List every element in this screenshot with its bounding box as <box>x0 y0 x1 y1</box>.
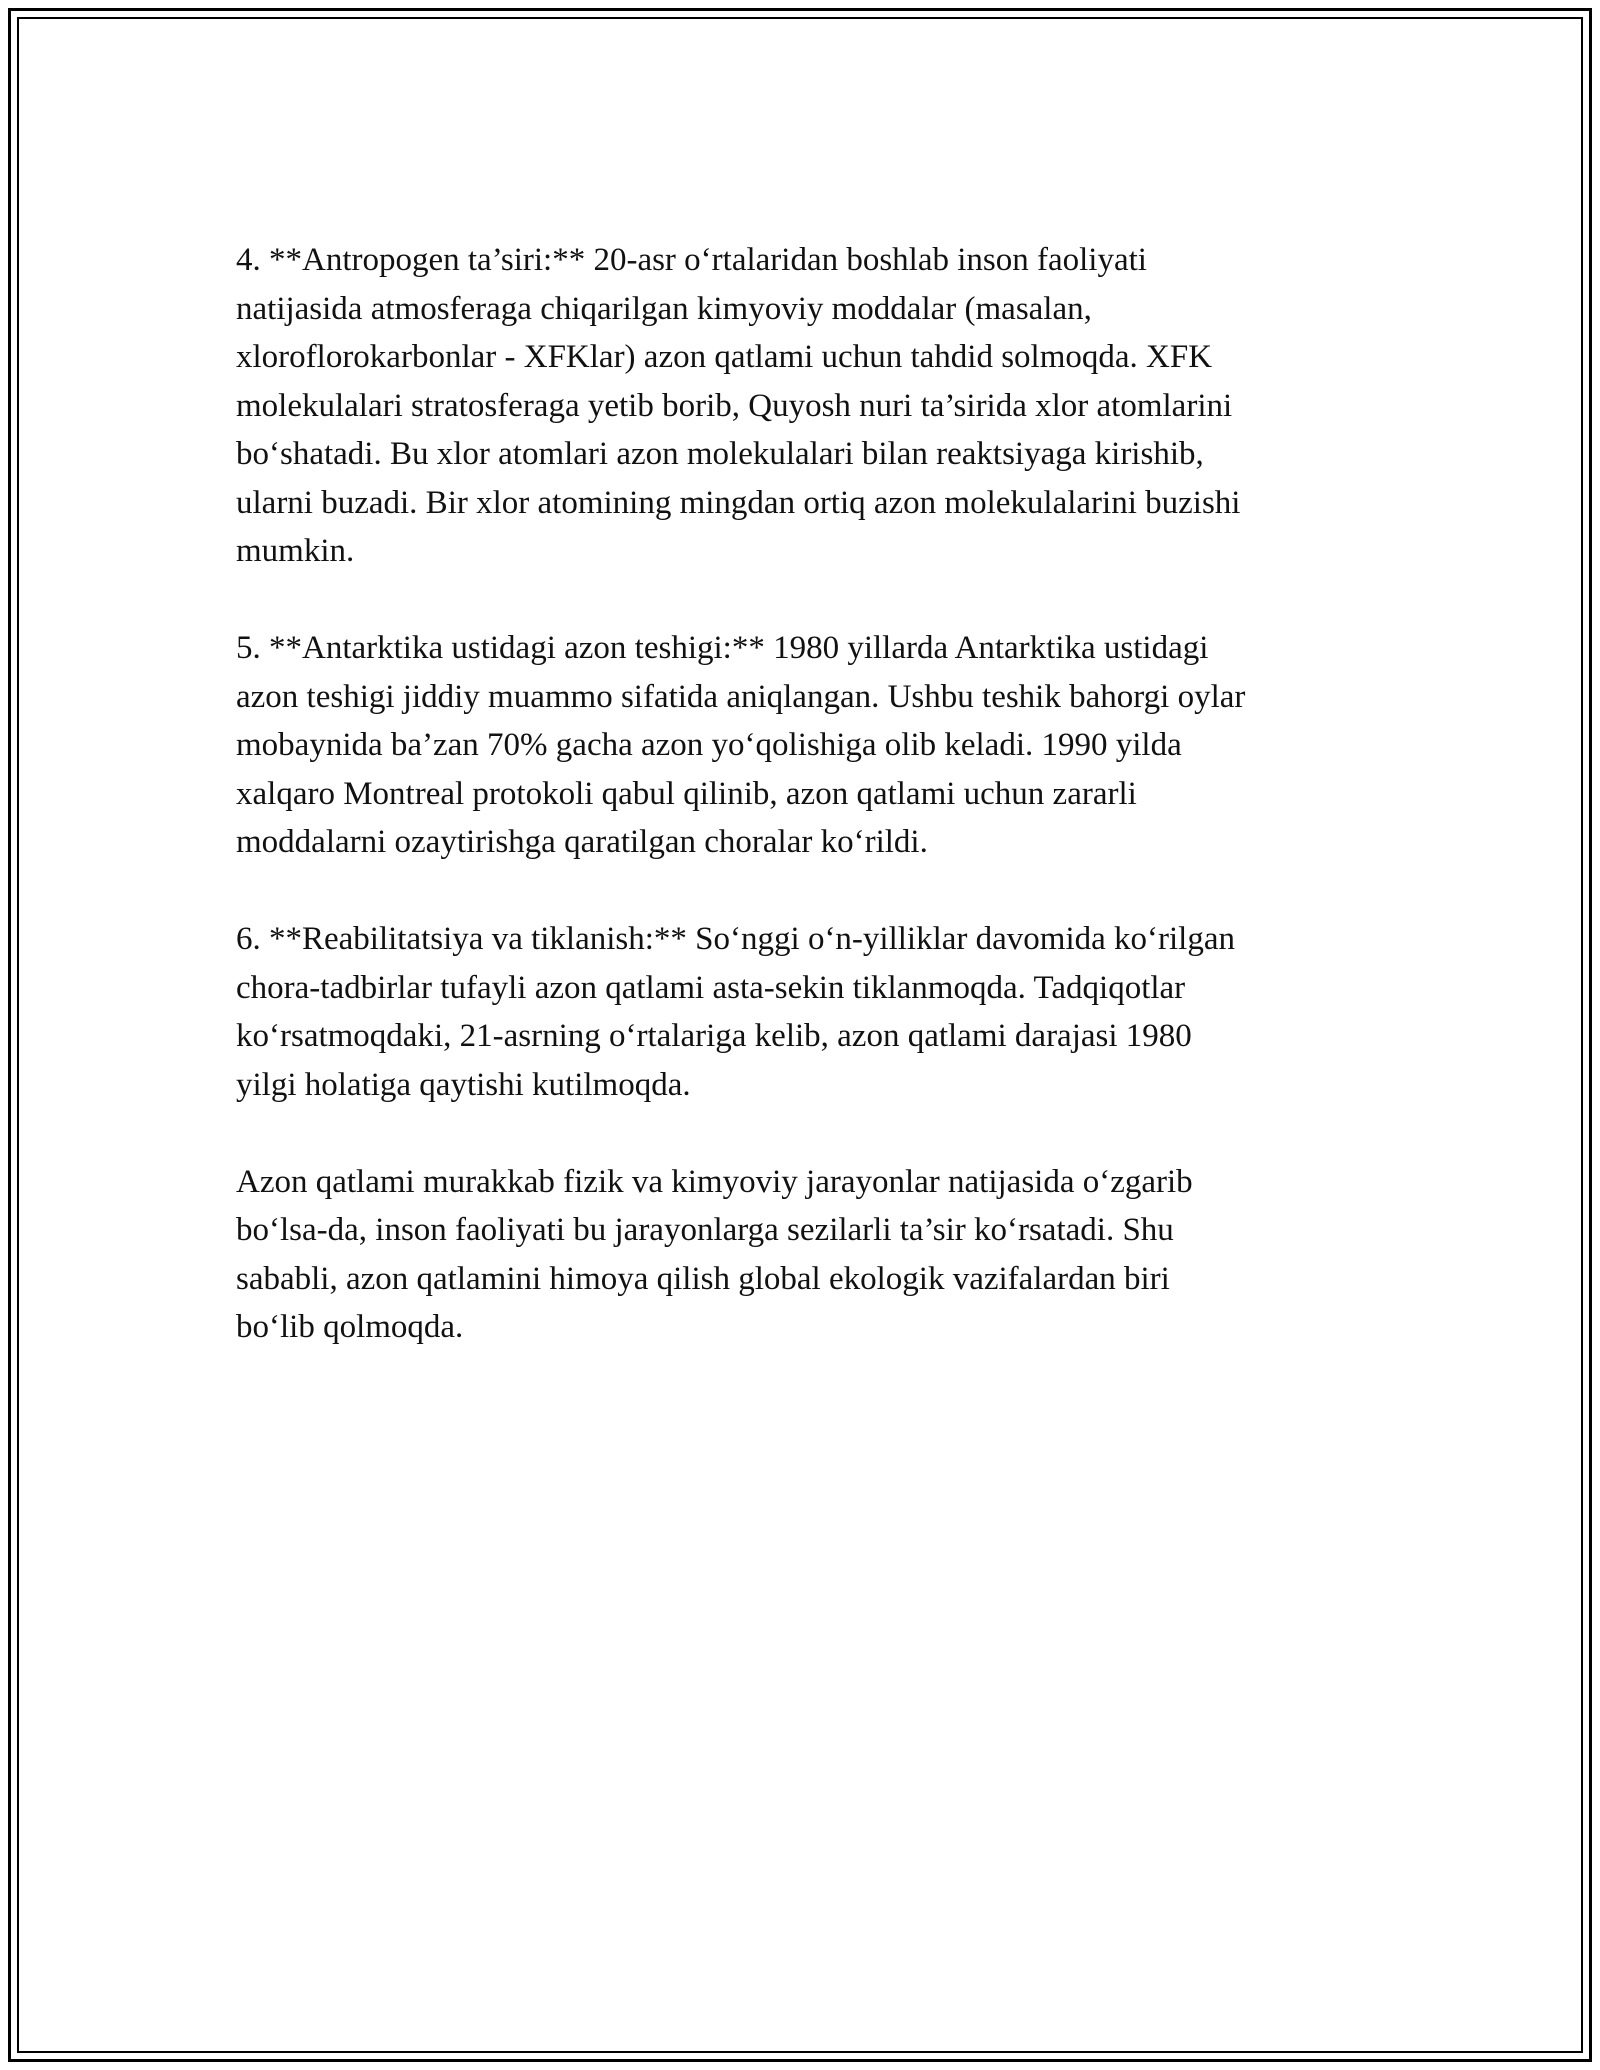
text-line: 4. **Antropogen ta’siri:** 20-asr o‘rtalaridan boshlab inson faoliyati <box>236 242 1147 278</box>
text-line: molekulalari stratosferaga yetib borib, Quyosh nuri ta’sirida xlor atomlarini <box>236 387 1233 424</box>
text-line: 5. **Antarktika ustidagi azon teshigi:** 1980 yillarda Antarktika ustidagi <box>236 630 1209 666</box>
text-line: bo‘lib qolmoqda. <box>236 1309 464 1345</box>
text-line: bo‘lsa-da, inson faoliyati bu jarayonlarga sezilarli ta’sir ko‘rsatadi. Shu <box>236 1212 1174 1248</box>
text-line: natijasida atmosferaga chiqarilgan kimyoviy moddalar (masalan, <box>236 290 1092 327</box>
paragraph-conclusion <box>236 1158 1376 1352</box>
text-line: ko‘rsatmoqdaki, 21-asrning o‘rtalariga kelib, azon qatlami darajasi 1980 <box>236 1018 1192 1054</box>
paragraph-antropogen <box>236 236 1376 576</box>
text-line: Azon qatlami murakkab fizik va kimyoviy jarayonlar natijasida o‘zgarib <box>236 1163 1193 1200</box>
text-line: azon teshigi jiddiy muammo sifatida aniqlangan. Ushbu teshik bahorgi oylar <box>236 678 1246 715</box>
text-line: moddalarni ozaytirishga qaratilgan choralar ko‘rildi. <box>236 824 928 860</box>
text-line: bo‘shatadi. Bu xlor atomlari azon molekulalari bilan reaktsiyaga kirishib, <box>236 436 1204 472</box>
document-body <box>236 236 1376 1400</box>
text-line: 6. **Reabilitatsiya va tiklanish:** So‘nggi o‘n-yilliklar davomida ko‘rilgan <box>236 921 1235 957</box>
text-line: xloroflorokarbonlar - XFKlar) azon qatlami uchun tahdid solmoqda. XFK <box>236 339 1213 375</box>
text-line: yilgi holatiga qaytishi kutilmoqda. <box>236 1066 691 1103</box>
paragraph-antarktika <box>236 624 1376 867</box>
paragraph-reabilitatsiya <box>236 915 1376 1109</box>
text-line: xalqaro Montreal protokoli qabul qilinib, azon qatlami uchun zararli <box>236 775 1137 812</box>
text-line: sababli, azon qatlamini himoya qilish global ekologik vazifalardan biri <box>236 1260 1170 1297</box>
text-line: chora-tadbirlar tufayli azon qatlami asta-sekin tiklanmoqda. Tadqiqotlar <box>236 969 1186 1006</box>
text-line: ularni buzadi. Bir xlor atomining mingdan ortiq azon molekulalarini buzishi <box>236 484 1241 521</box>
text-line: mumkin. <box>236 533 355 569</box>
text-line: mobaynida ba’zan 70% gacha azon yo‘qolishiga olib keladi. 1990 yilda <box>236 727 1182 763</box>
